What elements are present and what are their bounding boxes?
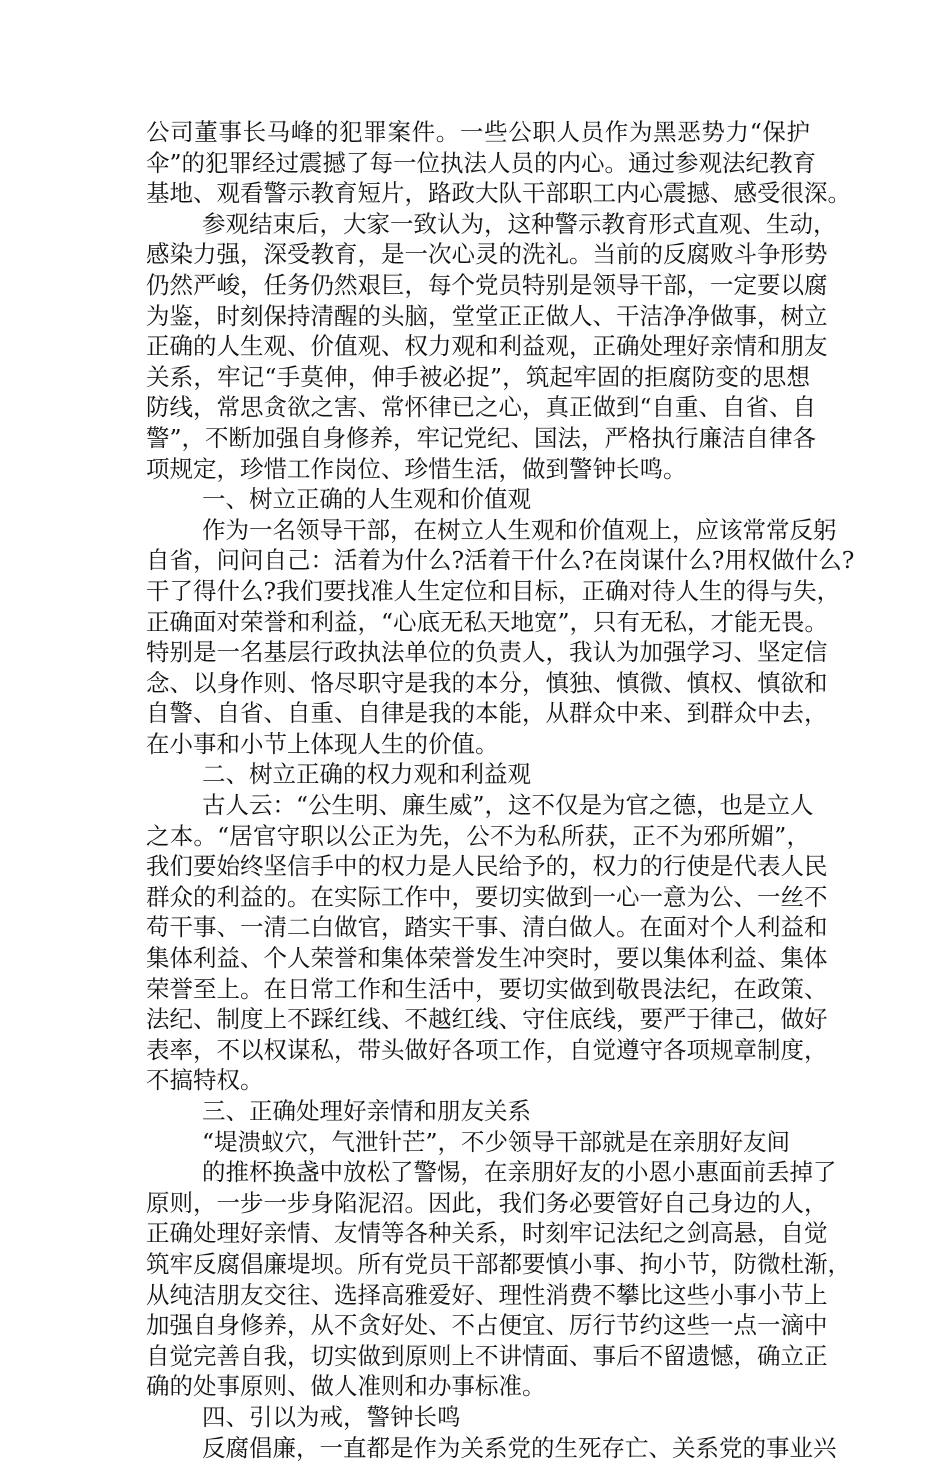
text-line: 伞”的犯罪经过震撼了每一位执法人员的内心。通过参观法纪教育 bbox=[146, 148, 817, 177]
text-line: 四、引以为戒，警钟长鸣 bbox=[202, 1402, 461, 1431]
text-line: 在小事和小节上体现人生的价值。 bbox=[146, 729, 499, 758]
text-line: 三、正确处理好亲情和朋友关系 bbox=[202, 1097, 531, 1125]
text-line: 关系，牢记“手莫伸，伸手被必捉”，筑起牢固的拒腐防变的思想 bbox=[146, 362, 810, 391]
text-line: 正确处理好亲情、友情等各种关系，时刻牢记法纪之剑高悬，自觉 bbox=[146, 1219, 828, 1248]
text-line: 念、以身作则、恪尽职守是我的本分，慎独、慎微、慎权、慎欲和 bbox=[146, 668, 828, 697]
text-line: 我们要始终坚信手中的权力是人民给予的，权力的行使是代表人民 bbox=[146, 852, 828, 881]
text-line: 作为一名领导干部，在树立人生观和价值观上，应该常常反躬 bbox=[202, 515, 837, 544]
text-line: 一、树立正确的人生观和价值观 bbox=[202, 485, 531, 514]
text-line: 集体利益、个人荣誉和集体荣誉发生冲突时，要以集体利益、集体 bbox=[146, 944, 828, 973]
text-line: 防线，常思贪欲之害、常怀律已之心，真正做到“自重、自省、自 bbox=[146, 393, 817, 422]
text-line: 筑牢反腐倡廉堤坝。所有党员干部都要慎小事、拘小节，防微杜渐， bbox=[146, 1249, 851, 1278]
text-line: 不搞特权。 bbox=[146, 1066, 264, 1095]
text-line: 警”，不断加强自身修养，牢记党纪、国法，严格执行廉洁自律各 bbox=[146, 423, 817, 452]
text-line: 的推杯换盏中放松了警惕，在亲朋好友的小恩小惠面前丢掉了 bbox=[202, 1158, 837, 1187]
text-line: 表率，不以权谋私，带头做好各项工作，自觉遵守各项规章制度， bbox=[146, 1035, 828, 1064]
text-line: 古人云：“公生明、廉生威”，这不仅是为官之德，也是立人 bbox=[202, 791, 814, 820]
text-line: “堤溃蚁穴，气泄针芒”，不少领导干部就是在亲朋好友间 bbox=[202, 1127, 791, 1156]
text-line: 自省，问问自己：活着为什么?活着干什么?在岗谋什么?用权做什么? bbox=[146, 546, 855, 575]
text-line: 项规定，珍惜工作岗位、珍惜生活，做到警钟长鸣。 bbox=[146, 454, 687, 483]
text-line: 为鉴，时刻保持清醒的头脑，堂堂正正做人、干洁净净做事，树立 bbox=[146, 301, 828, 330]
text-line: 二、树立正确的权力观和利益观 bbox=[202, 760, 531, 789]
text-line: 正确面对荣誉和利益，“心底无私天地宽”，只有无私，才能无畏。 bbox=[146, 607, 829, 636]
text-line: 自觉完善自我，切实做到原则上不讲情面、事后不留遗憾，确立正 bbox=[146, 1341, 828, 1370]
text-line: 干了得什么?我们要找准人生定位和目标，正确对待人生的得与失， bbox=[146, 576, 841, 605]
text-line: 加强自身修养，从不贪好处、不占便宜、厉行节约这些一点一滴中 bbox=[146, 1311, 828, 1340]
text-line: 苟干事、一清二白做官，踏实干事、清白做人。在面对个人利益和 bbox=[146, 913, 828, 942]
text-line: 之本。“居官守职以公正为先，公不为私所获，正不为邪所媚”， bbox=[146, 821, 810, 850]
text-line: 反腐倡廉，一直都是作为关系党的生死存亡、关系党的事业兴 bbox=[202, 1433, 837, 1462]
text-line: 仍然严峻，任务仍然艰巨，每个党员特别是领导干部，一定要以腐 bbox=[146, 270, 828, 299]
text-line: 感染力强，深受教育，是一次心灵的洗礼。当前的反腐败斗争形势 bbox=[146, 240, 828, 269]
text-line: 正确的人生观、价值观、权力观和利益观，正确处理好亲情和朋友 bbox=[146, 332, 828, 361]
text-line: 公司董事长马峰的犯罪案件。一些公职人员作为黑恶势力“保护 bbox=[146, 118, 810, 146]
text-line: 荣誉至上。在日常工作和生活中，要切实做到敬畏法纪，在政策、 bbox=[146, 974, 828, 1003]
text-line: 从纯洁朋友交往、选择高雅爱好、理性消费不攀比这些小事小节上 bbox=[146, 1280, 828, 1309]
text-line: 基地、观看警示教育短片，路政大队干部职工内心震撼、感受很深。 bbox=[146, 179, 851, 208]
text-line: 自警、自省、自重、自律是我的本能，从群众中来、到群众中去， bbox=[146, 699, 828, 728]
document-page bbox=[146, 117, 855, 1463]
text-line: 原则，一步一步身陷泥沼。因此，我们务必要管好自己身边的人， bbox=[146, 1188, 828, 1217]
text-line: 特别是一名基层行政执法单位的负责人，我认为加强学习、坚定信 bbox=[146, 638, 828, 667]
text-line: 确的处事原则、做人准则和办事标准。 bbox=[146, 1372, 546, 1401]
text-line: 群众的利益的。在实际工作中，要切实做到一心一意为公、一丝不 bbox=[146, 882, 828, 911]
text-line: 法纪、制度上不踩红线、不越红线、守住底线，要严于律己，做好 bbox=[146, 1005, 828, 1034]
text-line: 参观结束后，大家一致认为，这种警示教育形式直观、生动， bbox=[202, 209, 837, 238]
